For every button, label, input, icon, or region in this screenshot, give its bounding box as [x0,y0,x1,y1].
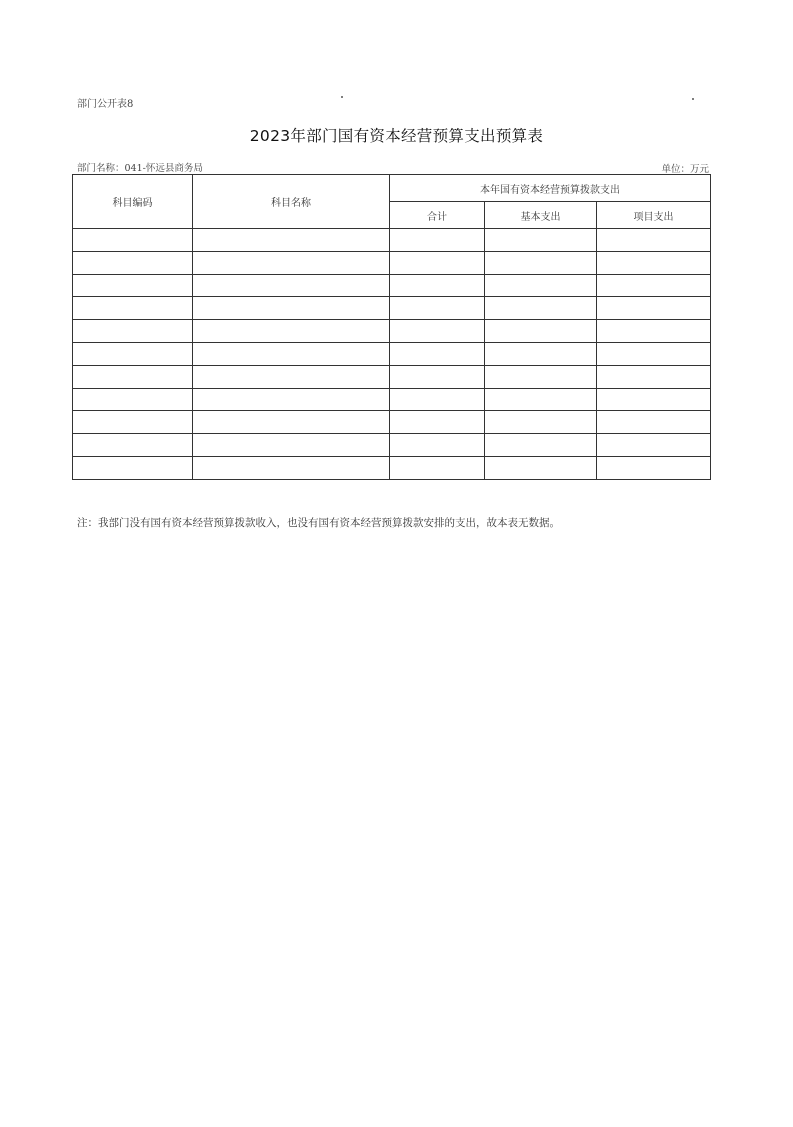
table-cell [485,342,597,365]
table-cell [73,320,193,343]
scan-speck [341,96,343,98]
table-cell [390,274,485,297]
header-budget-group: 本年国有资本经营预算拨款支出 [390,175,711,202]
table-row [73,251,711,274]
table-cell [485,251,597,274]
table-cell [390,365,485,388]
table-cell [73,297,193,320]
table-cell [193,342,390,365]
table-cell [193,388,390,411]
department-name: 部门名称：041-怀远县商务局 [77,163,203,174]
budget-table [72,174,711,480]
table-cell [193,297,390,320]
table-cell [597,411,711,434]
table-row [73,365,711,388]
header-subject-name: 科目名称 [193,175,390,229]
header-basic-expense: 基本支出 [485,202,597,229]
header-subject-code: 科目编码 [73,175,193,229]
table-cell [73,274,193,297]
unit-label: 单位：万元 [661,164,709,175]
table-cell [485,434,597,457]
footnote: 注：我部门没有国有资本经营预算拨款收入，也没有国有资本经营预算拨款安排的支出，故本表无数据。 [77,517,560,529]
table-cell [390,411,485,434]
table-cell [485,274,597,297]
table-row [73,229,711,252]
table-cell [597,434,711,457]
table-cell [193,434,390,457]
table-cell [390,434,485,457]
table-row [73,297,711,320]
page-title: 2023年部门国有资本经营预算支出预算表 [249,127,544,145]
table-cell [597,320,711,343]
table-cell [193,456,390,479]
table-cell [390,229,485,252]
table-cell [73,251,193,274]
table-row [73,320,711,343]
table-row [73,456,711,479]
table-cell [597,251,711,274]
table-cell [597,388,711,411]
table-cell [193,411,390,434]
table-cell [485,320,597,343]
table-row [73,342,711,365]
form-label: 部门公开表8 [77,99,134,110]
table-cell [73,229,193,252]
table-cell [485,411,597,434]
table-cell [193,320,390,343]
table-cell [597,297,711,320]
table-cell [73,365,193,388]
table-cell [73,388,193,411]
header-total: 合计 [390,202,485,229]
table-cell [193,274,390,297]
table-row [73,411,711,434]
table-row [73,388,711,411]
header-project-expense: 项目支出 [597,202,711,229]
table-cell [485,388,597,411]
table-cell [597,365,711,388]
table-cell [390,456,485,479]
scan-speck [692,98,694,100]
table-cell [390,342,485,365]
table-cell [485,297,597,320]
table-cell [73,434,193,457]
table-cell [597,274,711,297]
table-cell [193,365,390,388]
table-cell [73,342,193,365]
table-cell [597,456,711,479]
table-cell [390,297,485,320]
table-cell [73,456,193,479]
table-row [73,434,711,457]
table-cell [485,229,597,252]
table-cell [597,342,711,365]
table-body [73,229,711,480]
table-cell [485,456,597,479]
table-cell [193,251,390,274]
table-cell [193,229,390,252]
table-cell [390,320,485,343]
table-cell [597,229,711,252]
table-cell [390,251,485,274]
table-cell [73,411,193,434]
table-cell [390,388,485,411]
table-row [73,274,711,297]
table-cell [485,365,597,388]
